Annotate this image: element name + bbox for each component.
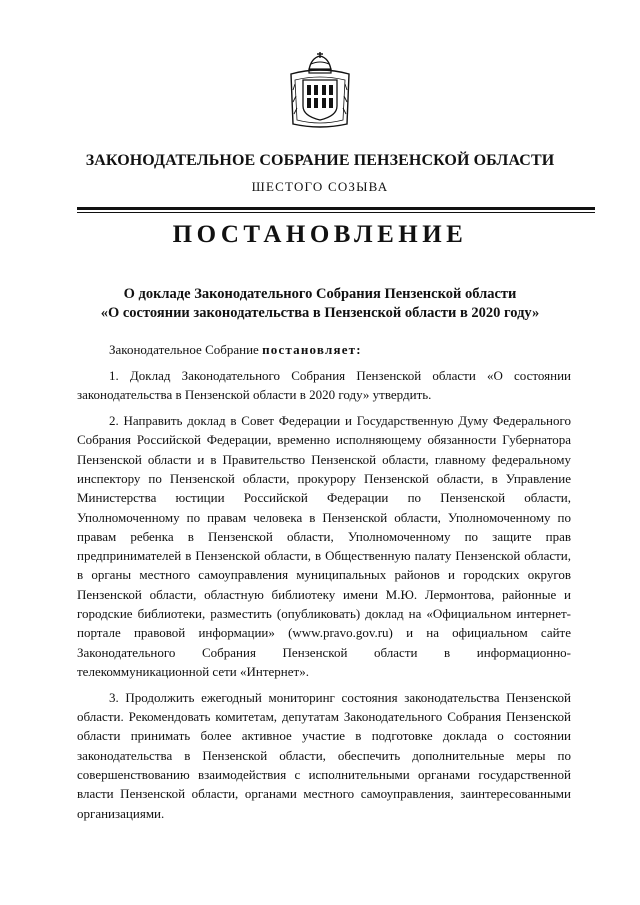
subject-line-1: О докладе Законодательного Собрания Пензенской области	[123, 286, 517, 302]
paragraph-line: области. Рекомендовать комитетам, депутатам Законодательного Собрания Пензенской	[77, 709, 571, 725]
paragraph-line: Собрания Российской Федерации, временно исполняющему обязанности Губернатора	[77, 432, 571, 448]
paragraph-line: области принимать более активное участие в подготовке доклада о состоянии	[77, 728, 571, 744]
paragraph-line: власти Пензенской области, органами местного самоуправления, заинтересованными	[77, 786, 571, 802]
paragraph-line: телекоммуникационной сети «Интернет».	[77, 663, 309, 679]
paragraph-line: правам ребенка в Пензенской области, Уполномоченному по защите прав	[77, 528, 571, 544]
paragraph-line: Пензенской области и в Правительство Пензенской области, главному федеральному	[77, 451, 571, 467]
paragraph-line: совершенствованию взаимодействия с исполнительными органами государственной	[77, 767, 571, 783]
paragraphs	[77, 366, 571, 823]
intro-line	[77, 340, 571, 359]
organization-name: ЗАКОНОДАТЕЛЬНОЕ СОБРАНИЕ ПЕНЗЕНСКОЙ ОБЛАСТИ	[85, 152, 555, 169]
header-rule-thin	[77, 212, 595, 213]
paragraph	[77, 411, 571, 681]
convocation: ШЕСТОГО СОЗЫВА	[251, 179, 389, 194]
paragraph-line: инспектору по Пензенской области, прокурору Пензенской области, в Управление	[77, 470, 571, 486]
intro-text: Законодательное Собрание	[109, 342, 263, 357]
paragraph-line: 2. Направить доклад в Совет Федерации и Государственную Думу Федерального	[109, 413, 571, 429]
paragraph-line: в органы местного самоуправления муниципальных районов и городских округов	[77, 567, 571, 583]
paragraph-line: законодательства в Пензенской области в 2020 году» утвердить.	[77, 387, 432, 403]
paragraph-line: 1. Доклад Законодательного Собрания Пензенской области «О состоянии	[109, 367, 571, 383]
document-subject	[0, 285, 640, 323]
header-rule	[77, 207, 595, 210]
paragraph-line: Министерства юстиции Российской Федерации по Пензенской области,	[77, 490, 571, 506]
paragraph-line: Пензенской области, областную библиотеку имени М.Ю. Лермонтова, районные и	[77, 586, 571, 602]
paragraph-line: законодательства в Пензенской области, обеспечить дополнительные меры по	[77, 747, 571, 763]
paragraph-line: Уполномоченному по правам человека в Пензенской области, Уполномоченному по	[77, 509, 571, 525]
paragraph-line: 3. Продолжить ежегодный мониторинг состояния законодательства Пензенской	[109, 689, 571, 705]
paragraph-line: портале правовой информации» (www.pravo.gov.ru) и на официальном сайте	[77, 625, 571, 641]
intro-verb: постановляет:	[262, 342, 362, 357]
paragraph-line: Законодательного Собрания Пензенской области в информационно-	[77, 644, 571, 660]
paragraph	[77, 688, 571, 823]
subject-line-2: «О состоянии законодательства в Пензенской области в 2020 году»	[100, 305, 540, 321]
paragraph-line: городские библиотеки, разместить (опубликовать) доклад на «Официальном интернет-	[77, 606, 571, 622]
document-type: ПОСТАНОВЛЕНИЕ	[172, 221, 468, 248]
paragraph	[77, 366, 571, 405]
paragraph-line: предпринимателей в Пензенской области, в Общественную палату Пензенской области,	[77, 548, 571, 564]
paragraph-line: организациями.	[77, 805, 165, 821]
document-body	[77, 340, 571, 823]
coat-of-arms-emblem	[287, 50, 353, 130]
